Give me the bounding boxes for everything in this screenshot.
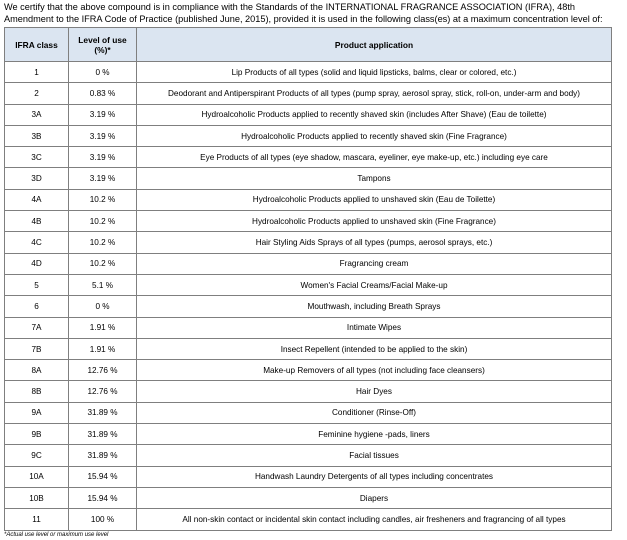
table-row <box>5 360 612 381</box>
table-row <box>5 62 612 83</box>
table-row <box>5 381 612 402</box>
footnote: *Actual use level or maximum use level <box>4 532 109 538</box>
table-row <box>5 402 612 423</box>
cell-product-application: Tampons <box>137 168 612 189</box>
cell-product-application: Conditioner (Rinse-Off) <box>137 402 612 423</box>
cell-ifra-class: 4D <box>5 253 69 274</box>
table-row <box>5 147 612 168</box>
cell-ifra-class: 11 <box>5 509 69 530</box>
cell-level-of-use: 15.94 % <box>69 487 137 508</box>
header-level-of-use-label: Level of use (%)* <box>78 34 127 55</box>
table-row <box>5 253 612 274</box>
table-row <box>5 189 612 210</box>
cell-ifra-class: 2 <box>5 83 69 104</box>
cell-level-of-use: 10.2 % <box>69 232 137 253</box>
cell-ifra-class: 8B <box>5 381 69 402</box>
cell-level-of-use: 100 % <box>69 509 137 530</box>
cell-product-application: Make-up Removers of all types (not including face cleansers) <box>137 360 612 381</box>
header-ifra-class: IFRA class <box>5 28 69 62</box>
cell-level-of-use: 15.94 % <box>69 466 137 487</box>
cell-level-of-use: 5.1 % <box>69 274 137 295</box>
cell-ifra-class: 7B <box>5 338 69 359</box>
cell-product-application: Insect Repellent (intended to be applied to the skin) <box>137 338 612 359</box>
cell-ifra-class: 10A <box>5 466 69 487</box>
cell-product-application: Hydroalcoholic Products applied to unshaved skin (Eau de Toilette) <box>137 189 612 210</box>
cell-level-of-use: 3.19 % <box>69 168 137 189</box>
table-row <box>5 211 612 232</box>
cell-ifra-class: 7A <box>5 317 69 338</box>
cell-product-application: Deodorant and Antiperspirant Products of all types (pump spray, aerosol spray, stick, roll-on, under-arm and body) <box>137 83 612 104</box>
cell-product-application: Lip Products of all types (solid and liquid lipsticks, balms, clear or colored, etc.) <box>137 62 612 83</box>
cell-product-application: Hair Dyes <box>137 381 612 402</box>
table-row <box>5 104 612 125</box>
cell-ifra-class: 3D <box>5 168 69 189</box>
cell-ifra-class: 3A <box>5 104 69 125</box>
table-row <box>5 296 612 317</box>
cell-product-application: All non-skin contact or incidental skin contact including candles, air fresheners and fragrancing of all types <box>137 509 612 530</box>
table-row <box>5 509 612 530</box>
cell-product-application: Diapers <box>137 487 612 508</box>
table-row <box>5 168 612 189</box>
cell-level-of-use: 3.19 % <box>69 104 137 125</box>
cell-ifra-class: 9B <box>5 424 69 445</box>
ifra-class-table <box>4 27 612 531</box>
cell-ifra-class: 9C <box>5 445 69 466</box>
table-row <box>5 424 612 445</box>
cell-ifra-class: 9A <box>5 402 69 423</box>
table-row <box>5 83 612 104</box>
table-row <box>5 445 612 466</box>
cell-ifra-class: 10B <box>5 487 69 508</box>
table-row <box>5 338 612 359</box>
cell-product-application: Hydroalcoholic Products applied to recently shaved skin (Fine Fragrance) <box>137 125 612 146</box>
cell-ifra-class: 4B <box>5 211 69 232</box>
table-row <box>5 487 612 508</box>
cell-level-of-use: 1.91 % <box>69 338 137 359</box>
cell-product-application: Hydroalcoholic Products applied to unshaved skin (Fine Fragrance) <box>137 211 612 232</box>
cell-product-application: Intimate Wipes <box>137 317 612 338</box>
table-header <box>5 28 612 62</box>
cell-level-of-use: 10.2 % <box>69 253 137 274</box>
cell-ifra-class: 4A <box>5 189 69 210</box>
compliance-statement: We certify that the above compound is in compliance with the Standards of the INTERNATIONAL FRAGRANCE ASSOCIATION (IFRA), 48th Amendment to the IFRA Code of Practice (published June, 2015), provided it is used in the following class(es) at a maximum concentration level of: <box>4 2 603 24</box>
cell-product-application: Feminine hygiene -pads, liners <box>137 424 612 445</box>
table-row <box>5 466 612 487</box>
cell-level-of-use: 0.83 % <box>69 83 137 104</box>
cell-level-of-use: 12.76 % <box>69 360 137 381</box>
cell-product-application: Hydroalcoholic Products applied to recently shaved skin (includes After Shave) (Eau de toilette) <box>137 104 612 125</box>
table-row <box>5 125 612 146</box>
cell-ifra-class: 3B <box>5 125 69 146</box>
cell-level-of-use: 0 % <box>69 296 137 317</box>
cell-product-application: Hair Styling Aids Sprays of all types (pumps, aerosol sprays, etc.) <box>137 232 612 253</box>
cell-level-of-use: 10.2 % <box>69 211 137 232</box>
cell-product-application: Handwash Laundry Detergents of all types including concentrates <box>137 466 612 487</box>
cell-product-application: Fragrancing cream <box>137 253 612 274</box>
cell-product-application: Facial tissues <box>137 445 612 466</box>
cell-ifra-class: 8A <box>5 360 69 381</box>
cell-level-of-use: 31.89 % <box>69 402 137 423</box>
header-product-application: Product application <box>137 28 612 62</box>
table-row <box>5 232 612 253</box>
cell-ifra-class: 3C <box>5 147 69 168</box>
cell-level-of-use: 10.2 % <box>69 189 137 210</box>
cell-product-application: Eye Products of all types (eye shadow, mascara, eyeliner, eye make-up, etc.) including eye care <box>137 147 612 168</box>
table-body <box>5 62 612 531</box>
cell-ifra-class: 1 <box>5 62 69 83</box>
cell-level-of-use: 31.89 % <box>69 424 137 445</box>
cell-level-of-use: 3.19 % <box>69 147 137 168</box>
cell-product-application: Women's Facial Creams/Facial Make-up <box>137 274 612 295</box>
header-row <box>5 28 612 62</box>
cell-level-of-use: 12.76 % <box>69 381 137 402</box>
table-row <box>5 317 612 338</box>
cell-level-of-use: 3.19 % <box>69 125 137 146</box>
cell-level-of-use: 31.89 % <box>69 445 137 466</box>
cell-level-of-use: 1.91 % <box>69 317 137 338</box>
header-level-of-use <box>69 28 137 62</box>
cell-ifra-class: 5 <box>5 274 69 295</box>
cell-product-application: Mouthwash, including Breath Sprays <box>137 296 612 317</box>
table-row <box>5 274 612 295</box>
cell-ifra-class: 6 <box>5 296 69 317</box>
cell-level-of-use: 0 % <box>69 62 137 83</box>
cell-ifra-class: 4C <box>5 232 69 253</box>
